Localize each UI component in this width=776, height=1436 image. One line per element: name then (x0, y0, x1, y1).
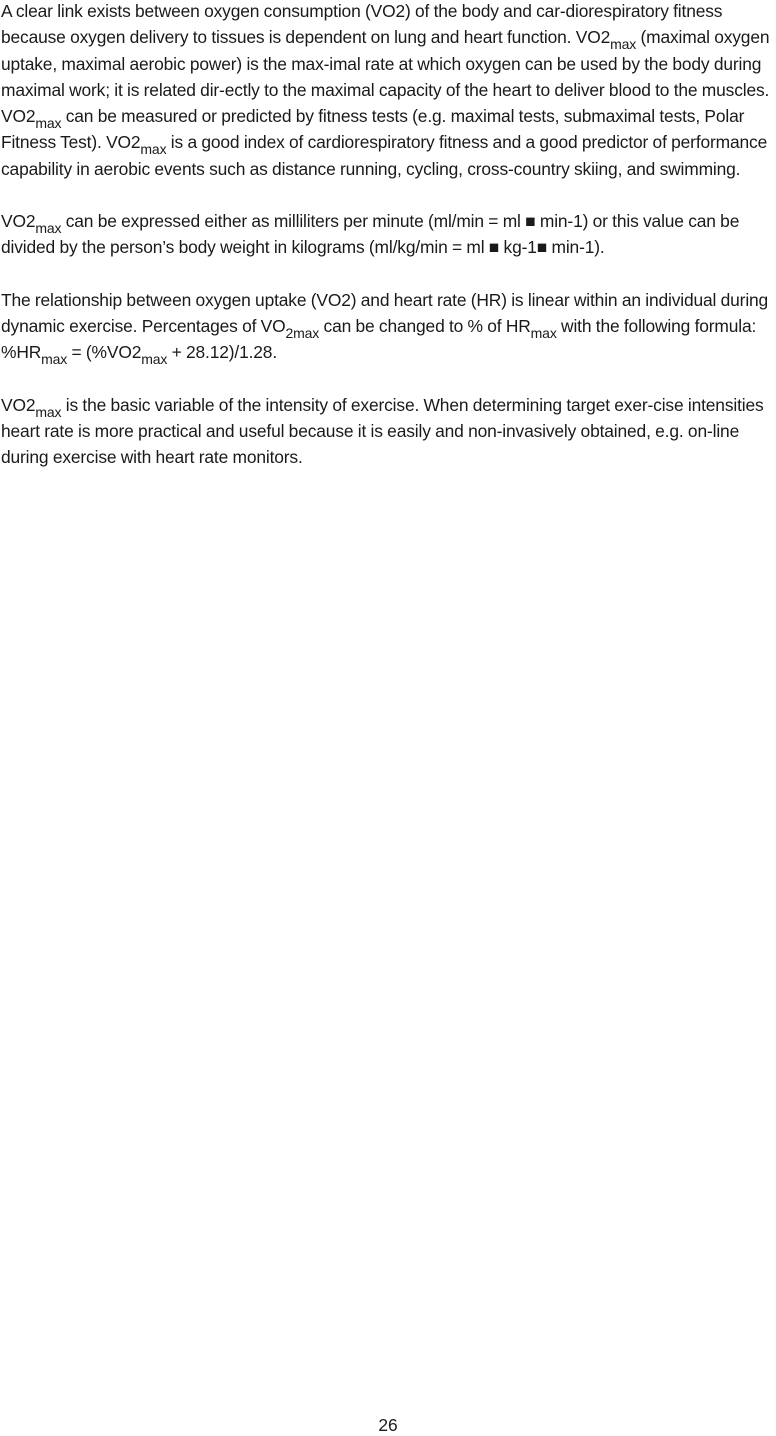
page-number: 26 (378, 1415, 398, 1435)
paragraph-exercise-intensity: $VO2_{max}$ is the basic variable of the intensity of exercise. When determining target exer-cise intensities heart rate is more practical and useful because it is easily and non-invasively obtained, e.g. on-line during exercise with heart rate monitors. (1, 394, 764, 468)
body-text (1, 0, 773, 470)
paragraph-vo2-definition: A clear link exists between oxygen consumption (VO2) of the body and car-diorespiratory fitness because oxygen delivery to tissues is dependent on lung and heart function. $VO2_{max}$ (maximal oxygen uptake, maximal aerobic power) is the max-imal rate at which oxygen can be used by the body during maximal work; it is related dir-ectly to the maximal capacity of the heart to deliver blood to the muscles. $VO2_{max}$ can be measured or predicted by fitness tests (e.g. maximal tests, submaximal tests, Polar Fitness Test). $VO2_{max}$ is a good index of cardiorespiratory fitness and a good predictor of performance capability in aerobic events such as distance running, cycling, cross-country skiing, and swimming. (1, 1, 770, 179)
paragraph-vo2-units: $VO2_{max}$ can be expressed either as milliliters per minute (ml/min = ml ■ min-1) or this value can be divided by the person’s body weight in kilograms (ml/kg/min = ml ■ kg-1■ min-1). (1, 211, 740, 258)
paragraph-vo2-heart-rate-formula: The relationship between oxygen uptake (VO2) and heart rate (HR) is linear within an individual during dynamic exercise. Percentages of $VO_{2max}$ can be changed to % of $HR_{max}$ with the following formula: $\%HR_{max} = (\%VO2_{max} + 28.12)/1.28$. (1, 289, 769, 368)
